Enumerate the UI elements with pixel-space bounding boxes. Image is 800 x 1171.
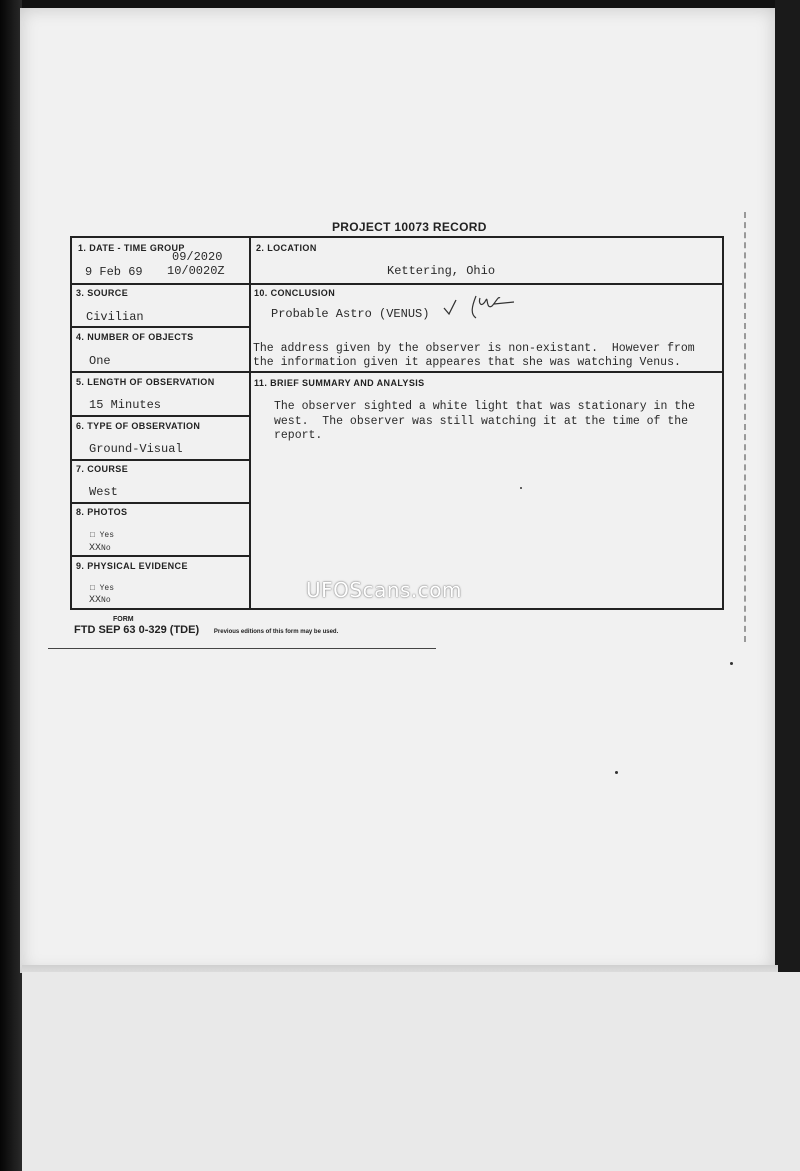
row-divider xyxy=(249,371,724,373)
photos-no-label: No xyxy=(101,544,111,553)
type-of-observation-label: 6. TYPE OF OBSERVATION xyxy=(76,421,201,431)
row-divider xyxy=(72,502,251,504)
date-value: 9 Feb 69 xyxy=(85,265,143,279)
location-value: Kettering, Ohio xyxy=(387,264,496,278)
number-of-objects-value: One xyxy=(89,354,111,368)
photos-no-mark: XX xyxy=(89,543,102,554)
photos-yes-label: Yes xyxy=(99,531,115,540)
source-label: 3. SOURCE xyxy=(76,288,129,298)
source-value: Civilian xyxy=(86,310,144,324)
record-form xyxy=(70,236,724,610)
scan-border-left xyxy=(0,0,22,1171)
conclusion-label: 10. CONCLUSION xyxy=(254,288,336,298)
physical-evidence-label: 9. PHYSICAL EVIDENCE xyxy=(76,561,188,571)
perforation-edge xyxy=(744,212,746,642)
underlying-sheet xyxy=(22,972,800,1171)
photos-label: 8. PHOTOS xyxy=(76,507,128,517)
evidence-yes-option: □ Yes xyxy=(90,584,115,593)
summary-line-2: west. The observer was still watching it at the time of the xyxy=(274,415,689,428)
evidence-yes-label: Yes xyxy=(99,584,115,593)
checkmark-initials-signature xyxy=(442,292,532,322)
date-time-label: 1. DATE - TIME GROUP xyxy=(78,243,185,253)
form-id: FTD SEP 63 0-329 (TDE) xyxy=(74,624,200,636)
row-divider xyxy=(72,555,251,557)
summary-line-1: The observer sighted a white light that was stationary in the xyxy=(274,400,695,413)
row-divider xyxy=(249,283,724,285)
conclusion-note-line-2: the information given it appeares that she was watching Venus. xyxy=(253,356,681,369)
conclusion-note-line-1: The address given by the observer is non-existant. However from xyxy=(253,342,695,355)
summary-label: 11. BRIEF SUMMARY AND ANALYSIS xyxy=(254,378,425,388)
row-divider xyxy=(72,459,251,461)
length-of-observation-value: 15 Minutes xyxy=(89,398,162,412)
location-label: 2. LOCATION xyxy=(256,243,317,253)
number-of-objects-label: 4. NUMBER OF OBJECTS xyxy=(76,332,194,342)
summary-line-3: report. xyxy=(274,429,323,442)
time-value: 10/0020Z xyxy=(167,264,225,278)
scan-speck xyxy=(520,487,522,489)
evidence-no-mark: XX xyxy=(89,595,102,606)
form-edition-note: Previous editions of this form may be used. xyxy=(213,629,339,635)
row-divider xyxy=(72,283,251,285)
row-divider xyxy=(72,326,251,328)
form-word: FORM xyxy=(113,616,134,623)
column-divider xyxy=(249,238,251,608)
time-top-value: 09/2020 xyxy=(172,250,223,264)
photos-no-option xyxy=(89,543,111,554)
footer-rule xyxy=(48,648,436,649)
course-value: West xyxy=(89,485,118,499)
watermark: UFOScans.com xyxy=(306,578,462,602)
row-divider xyxy=(72,371,251,373)
scan-speck xyxy=(730,662,733,665)
length-of-observation-label: 5. LENGTH OF OBSERVATION xyxy=(76,377,215,387)
scan-speck xyxy=(615,771,618,774)
type-of-observation-value: Ground-Visual xyxy=(89,442,183,456)
conclusion-value: Probable Astro (VENUS) xyxy=(271,307,430,321)
form-title: PROJECT 10073 RECORD xyxy=(332,220,487,234)
scan-border-right xyxy=(775,0,800,975)
course-label: 7. COURSE xyxy=(76,464,129,474)
evidence-no-label: No xyxy=(101,596,111,605)
photos-yes-option: □ Yes xyxy=(90,531,115,540)
row-divider xyxy=(72,415,251,417)
evidence-no-option xyxy=(89,595,111,606)
form-footer xyxy=(74,616,339,636)
